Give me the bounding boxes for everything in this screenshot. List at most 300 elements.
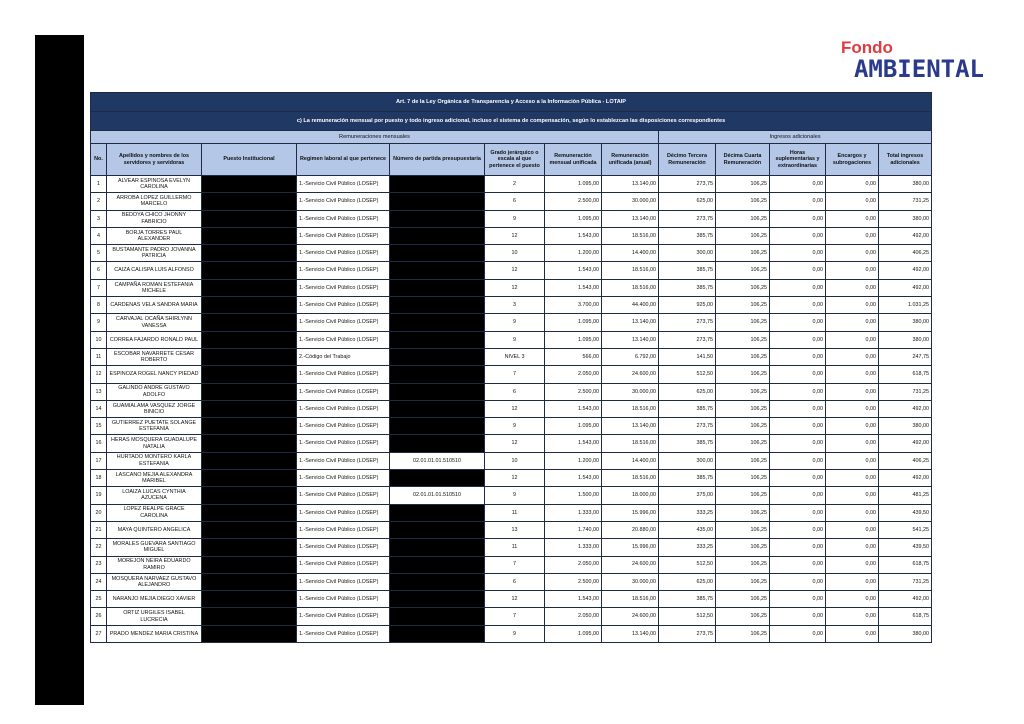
cell-nombre: HERAS MOSQUERA GUADALUPE NATALIA bbox=[107, 435, 202, 452]
cell-total: 481,25 bbox=[879, 487, 932, 504]
cell-no: 17 bbox=[91, 452, 107, 469]
cell-anual: 30.000,00 bbox=[602, 193, 659, 210]
cell-decima-cuarta: 106,25 bbox=[716, 608, 770, 625]
cell-partida bbox=[390, 227, 485, 244]
cell-rmu: 1.095,00 bbox=[545, 314, 602, 331]
cell-total: 492,00 bbox=[879, 591, 932, 608]
cell-horas: 0,00 bbox=[770, 383, 826, 400]
cell-total: 439,50 bbox=[879, 504, 932, 521]
cell-encargos: 0,00 bbox=[826, 452, 879, 469]
cell-nombre: BEDOYA CHICO JHONNY FABRICIO bbox=[107, 210, 202, 227]
table-title: Art. 7 de la Ley Orgánica de Transparencia y Acceso a la Información Pública - LOTAIP bbox=[91, 93, 932, 112]
cell-decimo-tercera: 273,75 bbox=[659, 314, 716, 331]
cell-encargos: 0,00 bbox=[826, 573, 879, 590]
cell-nombre: MAYA QUINTERO ANGELICA bbox=[107, 521, 202, 538]
cell-total: 492,00 bbox=[879, 400, 932, 417]
cell-horas: 0,00 bbox=[770, 279, 826, 296]
cell-grado: 9 bbox=[485, 331, 545, 348]
cell-decimo-tercera: 385,75 bbox=[659, 435, 716, 452]
cell-no: 18 bbox=[91, 470, 107, 487]
table-row bbox=[91, 452, 932, 469]
cell-nombre: ALVEAR ESPINOSA EVELYN CAROLINA bbox=[107, 176, 202, 193]
cell-total: 618,75 bbox=[879, 556, 932, 573]
cell-decima-cuarta: 106,25 bbox=[716, 556, 770, 573]
cell-rmu: 1.543,00 bbox=[545, 435, 602, 452]
cell-encargos: 0,00 bbox=[826, 521, 879, 538]
cell-encargos: 0,00 bbox=[826, 348, 879, 365]
cell-anual: 13.140,00 bbox=[602, 314, 659, 331]
cell-anual: 13.140,00 bbox=[602, 625, 659, 642]
cell-nombre: BORJA TORRES PAUL ALEXANDER bbox=[107, 227, 202, 244]
cell-total: 731,25 bbox=[879, 193, 932, 210]
cell-rmu: 2.500,00 bbox=[545, 383, 602, 400]
cell-decima-cuarta: 106,25 bbox=[716, 262, 770, 279]
cell-anual: 30.000,00 bbox=[602, 573, 659, 590]
cell-rmu: 1.200,00 bbox=[545, 452, 602, 469]
cell-nombre: GUTIERREZ PUETATE SOLANGE ESTEFANIA bbox=[107, 418, 202, 435]
table-subtitle: c) La remuneración mensual por puesto y todo ingreso adicional, incluso el sistema de compensación, según lo establezcan las disposiciones correspondientes bbox=[91, 112, 932, 131]
cell-horas: 0,00 bbox=[770, 573, 826, 590]
cell-partida bbox=[390, 418, 485, 435]
cell-puesto bbox=[202, 262, 297, 279]
cell-decimo-tercera: 512,50 bbox=[659, 556, 716, 573]
cell-anual: 44.400,00 bbox=[602, 297, 659, 314]
cell-horas: 0,00 bbox=[770, 487, 826, 504]
table-row bbox=[91, 400, 932, 417]
cell-horas: 0,00 bbox=[770, 591, 826, 608]
cell-decimo-tercera: 512,50 bbox=[659, 608, 716, 625]
cell-partida bbox=[390, 383, 485, 400]
table-row bbox=[91, 539, 932, 556]
cell-anual: 18.516,00 bbox=[602, 279, 659, 296]
cell-grado: 7 bbox=[485, 366, 545, 383]
table-row bbox=[91, 245, 932, 262]
cell-partida bbox=[390, 279, 485, 296]
table-row bbox=[91, 279, 932, 296]
table-row bbox=[91, 591, 932, 608]
cell-encargos: 0,00 bbox=[826, 383, 879, 400]
cell-puesto bbox=[202, 556, 297, 573]
cell-no: 20 bbox=[91, 504, 107, 521]
cell-anual: 13.140,00 bbox=[602, 176, 659, 193]
cell-regimen: 1.-Servicio Civil Público (LOSEP) bbox=[297, 556, 390, 573]
cell-decimo-tercera: 625,00 bbox=[659, 383, 716, 400]
header-nombres: Apellidos y nombres de los servidores y servidoras bbox=[107, 144, 202, 176]
group-remuneraciones-mensuales: Remuneraciones mensuales bbox=[91, 131, 659, 144]
cell-regimen: 1.-Servicio Civil Público (LOSEP) bbox=[297, 331, 390, 348]
cell-nombre: CARVAJAL OCAÑA SHIRLYNN VANESSA bbox=[107, 314, 202, 331]
table-row bbox=[91, 314, 932, 331]
cell-decimo-tercera: 435,00 bbox=[659, 521, 716, 538]
cell-rmu: 1.543,00 bbox=[545, 279, 602, 296]
cell-grado: 12 bbox=[485, 470, 545, 487]
table-row bbox=[91, 487, 932, 504]
cell-no: 21 bbox=[91, 521, 107, 538]
cell-partida bbox=[390, 297, 485, 314]
cell-nombre: ARROBA LOPEZ GUILLERMO MARCELO bbox=[107, 193, 202, 210]
cell-decima-cuarta: 106,25 bbox=[716, 521, 770, 538]
cell-nombre: LOPEZ REALPE GRACE CAROLINA bbox=[107, 504, 202, 521]
cell-puesto bbox=[202, 625, 297, 642]
cell-no: 6 bbox=[91, 262, 107, 279]
cell-nombre: CARDENAS VELA SANDRA MARIA bbox=[107, 297, 202, 314]
cell-decimo-tercera: 925,00 bbox=[659, 297, 716, 314]
cell-anual: 13.140,00 bbox=[602, 210, 659, 227]
table-row bbox=[91, 435, 932, 452]
cell-puesto bbox=[202, 227, 297, 244]
cell-partida bbox=[390, 539, 485, 556]
cell-nombre: MORALES GUEVARA SANTIAGO MIGUEL bbox=[107, 539, 202, 556]
table-row bbox=[91, 297, 932, 314]
cell-regimen: 1.-Servicio Civil Público (LOSEP) bbox=[297, 521, 390, 538]
cell-grado: 2 bbox=[485, 176, 545, 193]
cell-total: 618,75 bbox=[879, 608, 932, 625]
cell-grado: 7 bbox=[485, 556, 545, 573]
cell-no: 24 bbox=[91, 573, 107, 590]
header-decimo-tercera: Décimo Tercera Remuneración bbox=[659, 144, 716, 176]
cell-anual: 18.516,00 bbox=[602, 435, 659, 452]
cell-rmu: 1.543,00 bbox=[545, 470, 602, 487]
cell-total: 492,00 bbox=[879, 470, 932, 487]
cell-grado: 12 bbox=[485, 400, 545, 417]
cell-encargos: 0,00 bbox=[826, 608, 879, 625]
cell-horas: 0,00 bbox=[770, 262, 826, 279]
cell-anual: 15.996,00 bbox=[602, 504, 659, 521]
cell-regimen: 1.-Servicio Civil Público (LOSEP) bbox=[297, 435, 390, 452]
cell-grado: 12 bbox=[485, 227, 545, 244]
cell-regimen: 1.-Servicio Civil Público (LOSEP) bbox=[297, 573, 390, 590]
cell-puesto bbox=[202, 245, 297, 262]
cell-decimo-tercera: 385,75 bbox=[659, 400, 716, 417]
cell-decima-cuarta: 106,25 bbox=[716, 331, 770, 348]
cell-nombre: PRADO MENDEZ MARIA CRISTINA bbox=[107, 625, 202, 642]
table-row bbox=[91, 608, 932, 625]
cell-no: 19 bbox=[91, 487, 107, 504]
cell-rmu: 1.095,00 bbox=[545, 625, 602, 642]
cell-puesto bbox=[202, 314, 297, 331]
cell-decimo-tercera: 625,00 bbox=[659, 573, 716, 590]
cell-decima-cuarta: 106,25 bbox=[716, 366, 770, 383]
cell-no: 25 bbox=[91, 591, 107, 608]
cell-anual: 13.140,00 bbox=[602, 418, 659, 435]
cell-rmu: 2.050,00 bbox=[545, 556, 602, 573]
cell-no: 26 bbox=[91, 608, 107, 625]
cell-total: 492,00 bbox=[879, 435, 932, 452]
cell-regimen: 1.-Servicio Civil Público (LOSEP) bbox=[297, 539, 390, 556]
cell-decima-cuarta: 106,25 bbox=[716, 400, 770, 417]
cell-decima-cuarta: 106,25 bbox=[716, 314, 770, 331]
cell-partida: 02.01.01.01.510510 bbox=[390, 487, 485, 504]
cell-partida bbox=[390, 625, 485, 642]
cell-rmu: 2.500,00 bbox=[545, 193, 602, 210]
cell-regimen: 1.-Servicio Civil Público (LOSEP) bbox=[297, 176, 390, 193]
table-row bbox=[91, 556, 932, 573]
cell-rmu: 1.333,00 bbox=[545, 539, 602, 556]
cell-total: 380,00 bbox=[879, 625, 932, 642]
cell-nombre: LOAIZA LUCAS CYNTHIA AZUCENA bbox=[107, 487, 202, 504]
cell-grado: 10 bbox=[485, 245, 545, 262]
cell-regimen: 1.-Servicio Civil Público (LOSEP) bbox=[297, 193, 390, 210]
cell-nombre: CORREA FAJARDO RONALD PAUL bbox=[107, 331, 202, 348]
cell-partida bbox=[390, 556, 485, 573]
cell-puesto bbox=[202, 297, 297, 314]
table-row bbox=[91, 504, 932, 521]
cell-encargos: 0,00 bbox=[826, 487, 879, 504]
cell-regimen: 1.-Servicio Civil Público (LOSEP) bbox=[297, 366, 390, 383]
cell-nombre: CAMPAÑA ROMAN ESTEFANIA MICHELE bbox=[107, 279, 202, 296]
cell-total: 380,00 bbox=[879, 176, 932, 193]
cell-horas: 0,00 bbox=[770, 435, 826, 452]
cell-anual: 18.516,00 bbox=[602, 400, 659, 417]
cell-decima-cuarta: 106,25 bbox=[716, 591, 770, 608]
cell-nombre: ESPINOZA ROGEL NANCY PIEDAD bbox=[107, 366, 202, 383]
table-row bbox=[91, 418, 932, 435]
cell-rmu: 1.200,00 bbox=[545, 245, 602, 262]
cell-horas: 0,00 bbox=[770, 245, 826, 262]
table-row bbox=[91, 348, 932, 365]
header-total: Total ingresos adicionales bbox=[879, 144, 932, 176]
cell-partida bbox=[390, 504, 485, 521]
cell-no: 27 bbox=[91, 625, 107, 642]
cell-horas: 0,00 bbox=[770, 193, 826, 210]
table-row bbox=[91, 470, 932, 487]
cell-nombre: GUAMIALAMA VASQUEZ JORGE BINICIO bbox=[107, 400, 202, 417]
cell-decima-cuarta: 106,25 bbox=[716, 297, 770, 314]
fondo-ambiental-logo bbox=[836, 39, 984, 81]
group-ingresos-adicionales: Ingresos adicionales bbox=[659, 131, 932, 144]
cell-total: 380,00 bbox=[879, 314, 932, 331]
cell-grado: 6 bbox=[485, 193, 545, 210]
cell-encargos: 0,00 bbox=[826, 227, 879, 244]
cell-grado: 9 bbox=[485, 210, 545, 227]
cell-encargos: 0,00 bbox=[826, 625, 879, 642]
cell-grado: 12 bbox=[485, 262, 545, 279]
cell-no: 16 bbox=[91, 435, 107, 452]
cell-rmu: 1.095,00 bbox=[545, 331, 602, 348]
cell-total: 380,00 bbox=[879, 418, 932, 435]
cell-no: 7 bbox=[91, 279, 107, 296]
cell-rmu: 566,00 bbox=[545, 348, 602, 365]
cell-encargos: 0,00 bbox=[826, 470, 879, 487]
cell-puesto bbox=[202, 176, 297, 193]
table-row bbox=[91, 521, 932, 538]
cell-rmu: 1.740,00 bbox=[545, 521, 602, 538]
cell-decimo-tercera: 333,25 bbox=[659, 504, 716, 521]
cell-regimen: 1.-Servicio Civil Público (LOSEP) bbox=[297, 487, 390, 504]
cell-no: 5 bbox=[91, 245, 107, 262]
cell-grado: 6 bbox=[485, 383, 545, 400]
cell-decimo-tercera: 385,75 bbox=[659, 262, 716, 279]
cell-decima-cuarta: 106,25 bbox=[716, 210, 770, 227]
cell-total: 731,25 bbox=[879, 573, 932, 590]
cell-anual: 18.516,00 bbox=[602, 262, 659, 279]
cell-nombre: ORTIZ URGILES ISABEL LUCRECIA bbox=[107, 608, 202, 625]
cell-encargos: 0,00 bbox=[826, 504, 879, 521]
cell-regimen: 1.-Servicio Civil Público (LOSEP) bbox=[297, 625, 390, 642]
cell-decima-cuarta: 106,25 bbox=[716, 418, 770, 435]
header-grado: Grado jerárquico o escala al que pertenece el puesto bbox=[485, 144, 545, 176]
cell-anual: 24.600,00 bbox=[602, 608, 659, 625]
cell-partida bbox=[390, 366, 485, 383]
cell-regimen: 1.-Servicio Civil Público (LOSEP) bbox=[297, 262, 390, 279]
table-row bbox=[91, 331, 932, 348]
cell-rmu: 2.050,00 bbox=[545, 608, 602, 625]
cell-decima-cuarta: 106,25 bbox=[716, 452, 770, 469]
cell-rmu: 2.500,00 bbox=[545, 573, 602, 590]
cell-horas: 0,00 bbox=[770, 314, 826, 331]
logo-line-2: AMBIENTAL bbox=[853, 55, 984, 83]
cell-horas: 0,00 bbox=[770, 521, 826, 538]
cell-encargos: 0,00 bbox=[826, 193, 879, 210]
header-rmu: Remuneración mensual unificada bbox=[545, 144, 602, 176]
cell-anual: 18.000,00 bbox=[602, 487, 659, 504]
cell-anual: 24.600,00 bbox=[602, 556, 659, 573]
cell-puesto bbox=[202, 193, 297, 210]
cell-horas: 0,00 bbox=[770, 176, 826, 193]
cell-grado: NIVEL 3 bbox=[485, 348, 545, 365]
cell-encargos: 0,00 bbox=[826, 176, 879, 193]
cell-puesto bbox=[202, 331, 297, 348]
cell-total: 247,75 bbox=[879, 348, 932, 365]
cell-nombre: GALINDO ANDRE GUSTAVO ADOLFO bbox=[107, 383, 202, 400]
cell-encargos: 0,00 bbox=[826, 539, 879, 556]
cell-encargos: 0,00 bbox=[826, 262, 879, 279]
table-row bbox=[91, 366, 932, 383]
cell-partida bbox=[390, 193, 485, 210]
cell-rmu: 2.050,00 bbox=[545, 366, 602, 383]
cell-nombre: ESCOBAR NAVARRETE CESAR ROBERTO bbox=[107, 348, 202, 365]
cell-puesto bbox=[202, 400, 297, 417]
table-row bbox=[91, 262, 932, 279]
cell-puesto bbox=[202, 591, 297, 608]
cell-grado: 10 bbox=[485, 452, 545, 469]
cell-horas: 0,00 bbox=[770, 539, 826, 556]
cell-horas: 0,00 bbox=[770, 297, 826, 314]
cell-decimo-tercera: 141,50 bbox=[659, 348, 716, 365]
header-no: No. bbox=[91, 144, 107, 176]
cell-decima-cuarta: 106,25 bbox=[716, 279, 770, 296]
cell-grado: 11 bbox=[485, 504, 545, 521]
cell-grado: 12 bbox=[485, 435, 545, 452]
cell-decima-cuarta: 106,25 bbox=[716, 435, 770, 452]
cell-no: 15 bbox=[91, 418, 107, 435]
cell-anual: 14.400,00 bbox=[602, 452, 659, 469]
cell-regimen: 2.-Código del Trabajo bbox=[297, 348, 390, 365]
cell-rmu: 1.543,00 bbox=[545, 227, 602, 244]
cell-decimo-tercera: 512,50 bbox=[659, 366, 716, 383]
cell-regimen: 1.-Servicio Civil Público (LOSEP) bbox=[297, 608, 390, 625]
cell-no: 9 bbox=[91, 314, 107, 331]
table-row bbox=[91, 176, 932, 193]
cell-decima-cuarta: 106,25 bbox=[716, 193, 770, 210]
cell-partida bbox=[390, 210, 485, 227]
table-row bbox=[91, 210, 932, 227]
cell-decima-cuarta: 106,25 bbox=[716, 487, 770, 504]
cell-total: 380,00 bbox=[879, 331, 932, 348]
cell-puesto bbox=[202, 435, 297, 452]
cell-anual: 18.516,00 bbox=[602, 591, 659, 608]
cell-encargos: 0,00 bbox=[826, 210, 879, 227]
cell-horas: 0,00 bbox=[770, 504, 826, 521]
cell-no: 13 bbox=[91, 383, 107, 400]
cell-total: 492,00 bbox=[879, 262, 932, 279]
cell-decimo-tercera: 273,75 bbox=[659, 625, 716, 642]
cell-rmu: 1.095,00 bbox=[545, 210, 602, 227]
cell-encargos: 0,00 bbox=[826, 418, 879, 435]
cell-total: 406,25 bbox=[879, 245, 932, 262]
cell-puesto bbox=[202, 487, 297, 504]
cell-grado: 13 bbox=[485, 521, 545, 538]
header-regimen: Regimen laboral al que pertenece bbox=[297, 144, 390, 176]
cell-decimo-tercera: 385,75 bbox=[659, 279, 716, 296]
cell-puesto bbox=[202, 539, 297, 556]
header-anual: Remuneración unificada (anual) bbox=[602, 144, 659, 176]
cell-partida bbox=[390, 435, 485, 452]
cell-nombre: BUSTAMANTE PADRO JOVANNA PATRICIA bbox=[107, 245, 202, 262]
cell-horas: 0,00 bbox=[770, 227, 826, 244]
cell-regimen: 1.-Servicio Civil Público (LOSEP) bbox=[297, 383, 390, 400]
cell-total: 380,00 bbox=[879, 210, 932, 227]
cell-rmu: 1.543,00 bbox=[545, 262, 602, 279]
cell-decima-cuarta: 106,25 bbox=[716, 176, 770, 193]
cell-no: 22 bbox=[91, 539, 107, 556]
cell-nombre: NARANJO MEJIA DIEGO XAVIER bbox=[107, 591, 202, 608]
cell-decima-cuarta: 106,25 bbox=[716, 539, 770, 556]
cell-horas: 0,00 bbox=[770, 366, 826, 383]
cell-decimo-tercera: 385,75 bbox=[659, 227, 716, 244]
table-row bbox=[91, 383, 932, 400]
cell-regimen: 1.-Servicio Civil Público (LOSEP) bbox=[297, 227, 390, 244]
cell-grado: 12 bbox=[485, 591, 545, 608]
cell-grado: 12 bbox=[485, 279, 545, 296]
cell-no: 12 bbox=[91, 366, 107, 383]
cell-decimo-tercera: 273,75 bbox=[659, 331, 716, 348]
logo-line-1: Fondo bbox=[841, 38, 893, 57]
cell-encargos: 0,00 bbox=[826, 279, 879, 296]
cell-regimen: 1.-Servicio Civil Público (LOSEP) bbox=[297, 418, 390, 435]
document-frame bbox=[35, 35, 989, 705]
cell-encargos: 0,00 bbox=[826, 245, 879, 262]
cell-rmu: 1.333,00 bbox=[545, 504, 602, 521]
cell-horas: 0,00 bbox=[770, 400, 826, 417]
cell-anual: 30.000,00 bbox=[602, 383, 659, 400]
cell-total: 541,25 bbox=[879, 521, 932, 538]
cell-partida bbox=[390, 400, 485, 417]
cell-partida bbox=[390, 608, 485, 625]
cell-partida bbox=[390, 176, 485, 193]
cell-horas: 0,00 bbox=[770, 608, 826, 625]
cell-decimo-tercera: 385,75 bbox=[659, 470, 716, 487]
cell-grado: 9 bbox=[485, 418, 545, 435]
cell-partida bbox=[390, 331, 485, 348]
document-page bbox=[84, 35, 991, 705]
cell-puesto bbox=[202, 366, 297, 383]
cell-no: 2 bbox=[91, 193, 107, 210]
cell-puesto bbox=[202, 383, 297, 400]
cell-regimen: 1.-Servicio Civil Público (LOSEP) bbox=[297, 400, 390, 417]
table-row bbox=[91, 193, 932, 210]
cell-partida: 02.01.01.01.510510 bbox=[390, 452, 485, 469]
cell-regimen: 1.-Servicio Civil Público (LOSEP) bbox=[297, 591, 390, 608]
cell-puesto bbox=[202, 608, 297, 625]
cell-puesto bbox=[202, 418, 297, 435]
remuneration-table bbox=[90, 92, 932, 643]
cell-encargos: 0,00 bbox=[826, 297, 879, 314]
cell-rmu: 1.095,00 bbox=[545, 418, 602, 435]
cell-decimo-tercera: 375,00 bbox=[659, 487, 716, 504]
cell-encargos: 0,00 bbox=[826, 314, 879, 331]
cell-nombre: HURTADO MONTERO KARLA ESTEFANIA bbox=[107, 452, 202, 469]
